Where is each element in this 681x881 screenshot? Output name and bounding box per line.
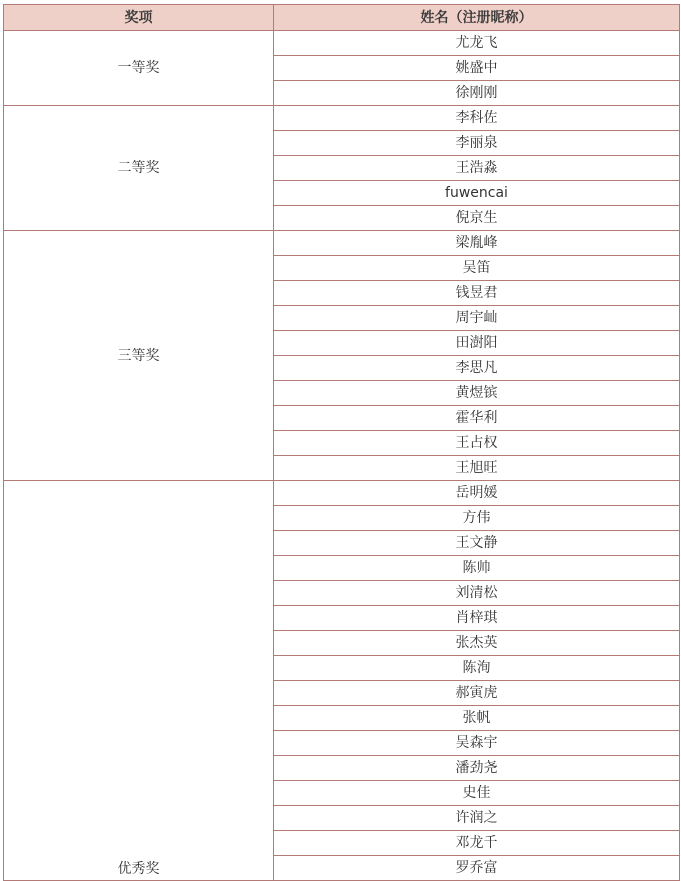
- table-row: [4, 31, 680, 56]
- winner-name-cell: 吴森宇: [274, 731, 680, 756]
- winner-name-cell: 许润之: [274, 806, 680, 831]
- winner-name-cell: 李科佐: [274, 106, 680, 131]
- table-row: [4, 481, 680, 506]
- winner-name-cell: 方伟: [274, 506, 680, 531]
- winner-name-cell: fuwencai: [274, 181, 680, 206]
- award-winners-table: [3, 4, 680, 881]
- winner-name-cell: 潘劲尧: [274, 756, 680, 781]
- prize-level-cell: 二等奖: [4, 106, 274, 231]
- winner-name-cell: 姚盛中: [274, 56, 680, 81]
- table-header-row: [4, 5, 680, 31]
- winner-name-cell: 倪京生: [274, 206, 680, 231]
- winner-name-cell: 李丽泉: [274, 131, 680, 156]
- winner-name-cell: 陈洵: [274, 656, 680, 681]
- winner-name-cell: 肖梓琪: [274, 606, 680, 631]
- winner-name-cell: 张杰英: [274, 631, 680, 656]
- header-name: 姓名（注册昵称）: [274, 5, 680, 31]
- winner-name-cell: 田澍阳: [274, 331, 680, 356]
- winner-name-cell: 吴笛: [274, 256, 680, 281]
- winner-name-cell: 王浩淼: [274, 156, 680, 181]
- prize-level-cell: 三等奖: [4, 231, 274, 481]
- winner-name-cell: 尤龙飞: [274, 31, 680, 56]
- winner-name-cell: 钱昱君: [274, 281, 680, 306]
- table-row: [4, 231, 680, 256]
- winner-name-cell: 刘清松: [274, 581, 680, 606]
- winner-name-cell: 周宇屾: [274, 306, 680, 331]
- winner-name-cell: 罗乔富: [274, 856, 680, 881]
- prize-level-cell: 一等奖: [4, 31, 274, 106]
- winner-name-cell: 邓龙千: [274, 831, 680, 856]
- winner-name-cell: 岳明媛: [274, 481, 680, 506]
- winner-name-cell: 徐刚刚: [274, 81, 680, 106]
- winner-name-cell: 陈帅: [274, 556, 680, 581]
- winner-name-cell: 王占权: [274, 431, 680, 456]
- prize-level-cell: 优秀奖: [4, 481, 274, 881]
- winner-name-cell: 霍华利: [274, 406, 680, 431]
- winner-name-cell: 王旭旺: [274, 456, 680, 481]
- table-row: [4, 106, 680, 131]
- table-body: [4, 31, 680, 881]
- winner-name-cell: 黄煜镔: [274, 381, 680, 406]
- winner-name-cell: 张帆: [274, 706, 680, 731]
- winner-name-cell: 李思凡: [274, 356, 680, 381]
- winner-name-cell: 王文静: [274, 531, 680, 556]
- winner-name-cell: 史佳: [274, 781, 680, 806]
- winner-name-cell: 郝寅虎: [274, 681, 680, 706]
- header-prize: 奖项: [4, 5, 274, 31]
- winner-name-cell: 梁胤峰: [274, 231, 680, 256]
